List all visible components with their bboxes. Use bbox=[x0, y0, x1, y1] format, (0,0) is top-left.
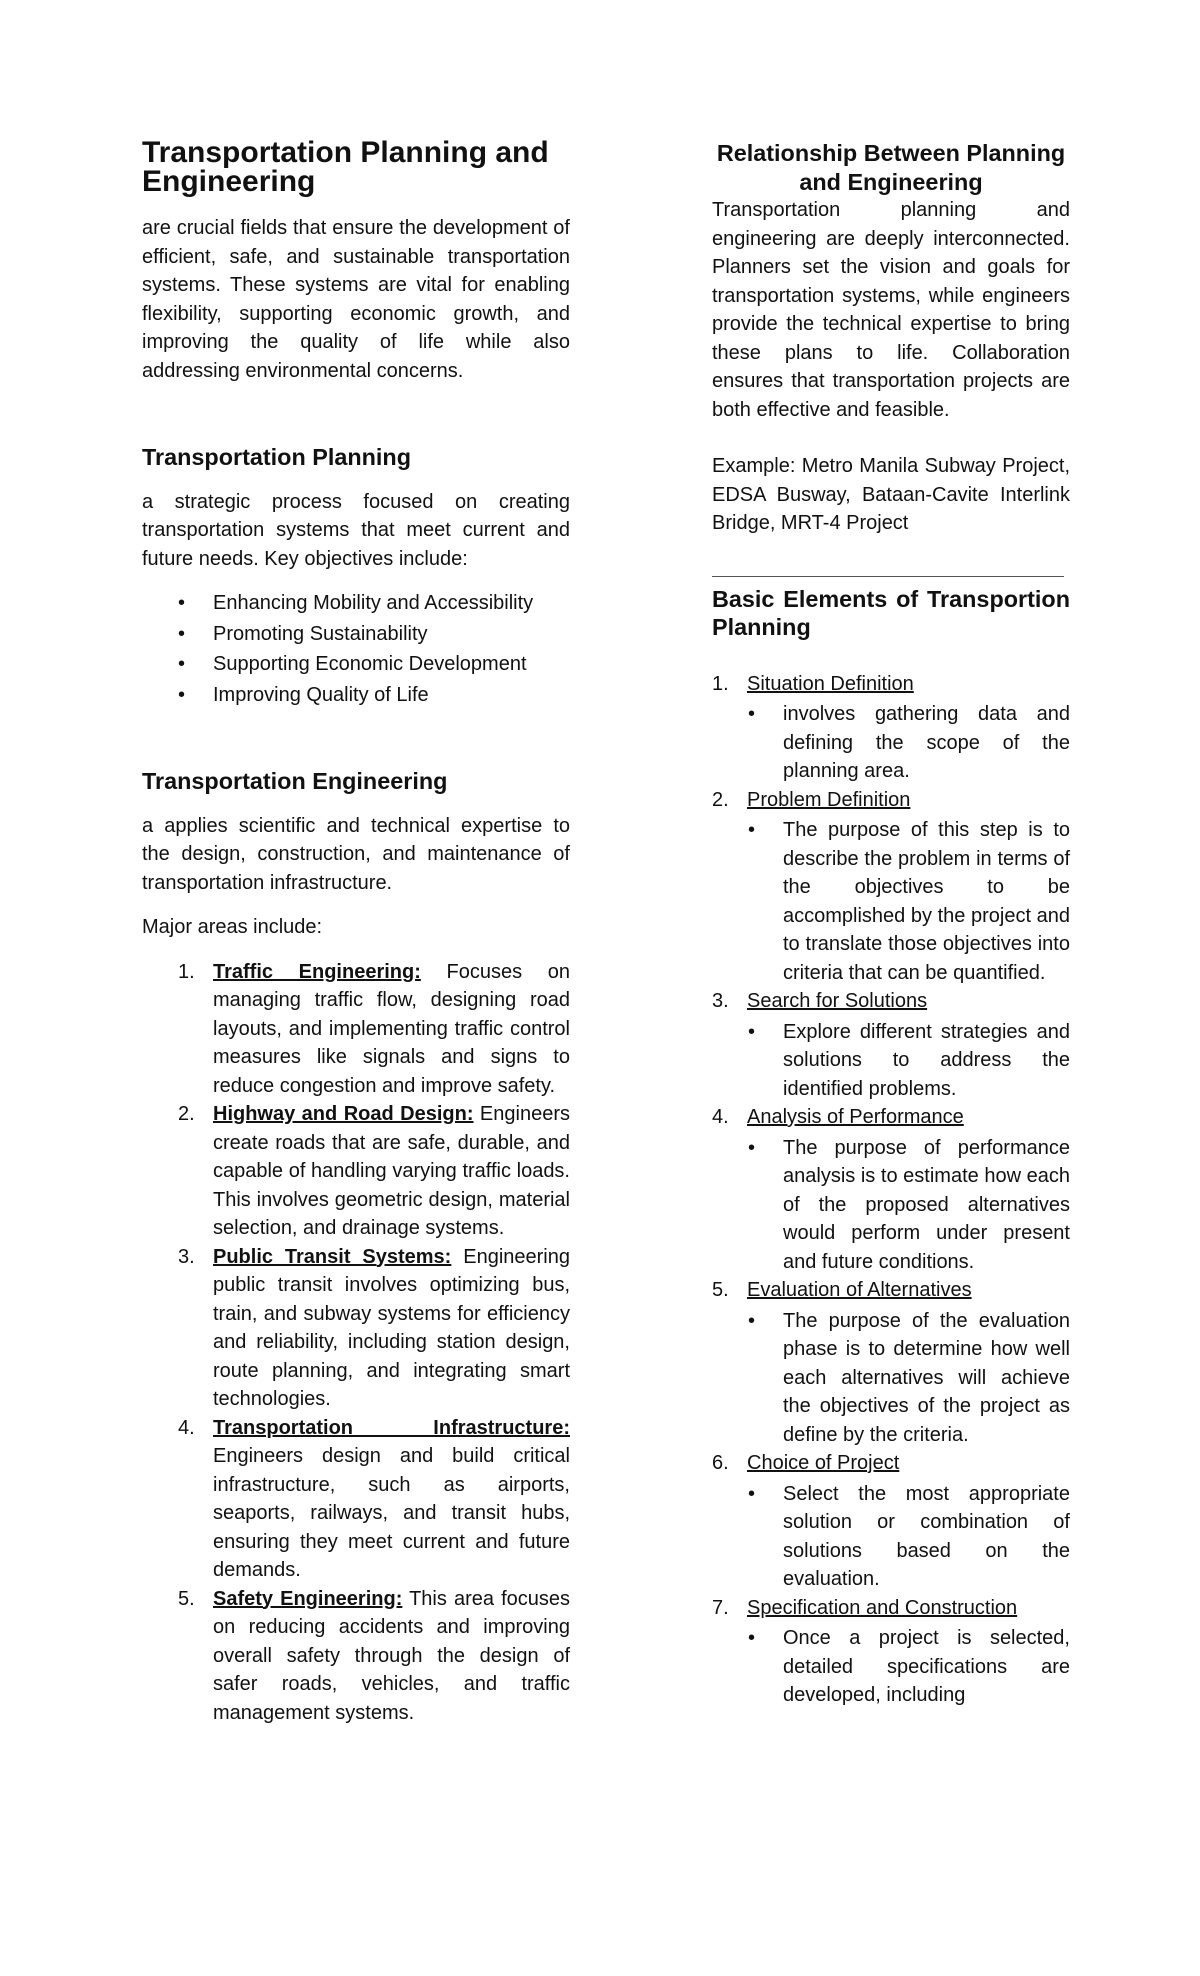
step-title: Choice of Project bbox=[747, 1452, 900, 1474]
step-description: • The purpose of this step is to describe the problem in terms of the objectives to be accomplished by the project and to translate those objectives into criteria that can be quantified. bbox=[747, 816, 1070, 987]
list-number: 3. bbox=[178, 1245, 195, 1268]
step-description: • The purpose of the evaluation phase is to determine how well each alternatives will achieve the objectives of the project as define by the criteria. bbox=[747, 1307, 1070, 1450]
step-title: Specification and Construction bbox=[747, 1596, 1018, 1619]
step-title: Problem Definition bbox=[747, 788, 911, 811]
planning-steps-list bbox=[712, 670, 1070, 1710]
engineering-paragraph: a applies scientific and technical expertise to the design, construction, and maintenance of transportation infrastructure. bbox=[142, 814, 570, 894]
list-number: 5. bbox=[712, 1279, 729, 1301]
engineering-areas-list bbox=[142, 958, 570, 1728]
area-term: Safety Engineering: bbox=[213, 1587, 403, 1610]
step-title: Analysis of Performance bbox=[747, 1106, 964, 1128]
area-description: Engineering public transit involves optimizing bus, train, and subway systems for efficiency and reliability, including station design, route planning, and integrating smart technologies. bbox=[213, 1245, 570, 1410]
list-item bbox=[712, 987, 1070, 1103]
list-item bbox=[712, 670, 1070, 786]
list-number: 4. bbox=[178, 1416, 195, 1439]
step-title: Situation Definition bbox=[747, 672, 914, 695]
list-item bbox=[142, 1243, 570, 1414]
planning-paragraph: a strategic process focused on creating transportation systems that meet current and future needs. Key objectives include: bbox=[142, 490, 570, 570]
list-item bbox=[712, 1276, 1070, 1449]
relationship-heading: Relationship Between Planning and Engineering bbox=[716, 140, 1066, 195]
area-term: Highway and Road Design: bbox=[213, 1103, 474, 1125]
step-description: • The purpose of performance analysis is to estimate how each of the proposed alternatives would perform under present and future conditions. bbox=[747, 1134, 1070, 1277]
area-description: Engineers design and build critical infrastructure, such as airports, seaports, railways, and transit hubs, ensuring they meet current and future demands. bbox=[213, 1445, 570, 1581]
list-number: 6. bbox=[712, 1452, 729, 1474]
relationship-paragraph: Transportation planning and engineering are deeply interconnected. Planners set the vision and goals for transportation systems, while engineers provide the technical expertise to bring these plans to life. Collaboration ensures that transportation projects are both effective and feasible. bbox=[712, 199, 1070, 421]
engineering-heading: Transportation Engineering bbox=[142, 768, 448, 794]
list-number: 3. bbox=[712, 990, 729, 1012]
step-description: • Once a project is selected, detailed specifications are developed, including bbox=[747, 1624, 1070, 1710]
list-item bbox=[712, 786, 1070, 988]
list-item: • Enhancing Mobility and Accessibility bbox=[142, 589, 570, 618]
step-title: Evaluation of Alternatives bbox=[747, 1279, 972, 1301]
areas-label: Major areas include: bbox=[142, 916, 323, 938]
area-description: Engineers create roads that are safe, durable, and capable of handling varying traffic loads. This involves geometric design, material selection, and drainage systems. bbox=[213, 1103, 570, 1239]
list-item: • Promoting Sustainability bbox=[142, 620, 570, 649]
list-item bbox=[712, 1103, 1070, 1276]
list-number: 2. bbox=[178, 1103, 195, 1125]
area-term: Transportation Infrastructure: bbox=[213, 1416, 570, 1439]
step-description: • Explore different strategies and solutions to address the identified problems. bbox=[747, 1018, 1070, 1104]
document-title: Transportation Planning and Engineering bbox=[142, 136, 549, 198]
planning-heading: Transportation Planning bbox=[142, 444, 412, 470]
area-term: Traffic Engineering: bbox=[213, 960, 421, 983]
list-item bbox=[712, 1594, 1070, 1710]
list-number: 2. bbox=[712, 788, 729, 811]
list-item: • Improving Quality of Life bbox=[142, 681, 570, 710]
list-number: 1. bbox=[178, 960, 195, 983]
list-item bbox=[142, 1414, 570, 1585]
left-column bbox=[142, 136, 571, 1727]
example-paragraph: Example: Metro Manila Subway Project, EDSA Busway, Bataan-Cavite Interlink Bridge, MRT-4 Project bbox=[712, 455, 1070, 534]
planning-objectives-list bbox=[142, 589, 570, 709]
list-item bbox=[712, 1449, 1070, 1594]
area-description: This area focuses on reducing accidents and improving overall safety through the design of safer roads, vehicles, and traffic management systems. bbox=[213, 1587, 571, 1724]
list-item bbox=[142, 1100, 570, 1243]
intro-paragraph: are crucial fields that ensure the development of efficient, safe, and sustainable transportation systems. These systems are vital for enabling flexibility, supporting economic growth, and improving the quality of life while also addressing environmental concerns. bbox=[142, 217, 570, 382]
elements-heading: Basic Elements of Transportion Planning bbox=[712, 585, 1070, 640]
area-term: Public Transit Systems: bbox=[213, 1245, 452, 1268]
step-title: Search for Solutions bbox=[747, 990, 928, 1012]
list-number: 4. bbox=[712, 1106, 729, 1128]
area-description: Focuses on managing traffic flow, designing road layouts, and implementing traffic control measures like signals and signs to reduce congestion and improve safety. bbox=[213, 960, 570, 1097]
list-number: 1. bbox=[712, 672, 729, 695]
list-number: 5. bbox=[178, 1587, 195, 1610]
list-item bbox=[142, 1585, 570, 1728]
list-number: 7. bbox=[712, 1596, 729, 1619]
step-description: • involves gathering data and defining the scope of the planning area. bbox=[747, 700, 1070, 786]
list-item: • Supporting Economic Development bbox=[142, 650, 570, 679]
step-description: • Select the most appropriate solution or combination of solutions based on the evaluation. bbox=[747, 1480, 1070, 1594]
list-item bbox=[142, 958, 570, 1101]
right-column bbox=[712, 139, 1070, 1710]
